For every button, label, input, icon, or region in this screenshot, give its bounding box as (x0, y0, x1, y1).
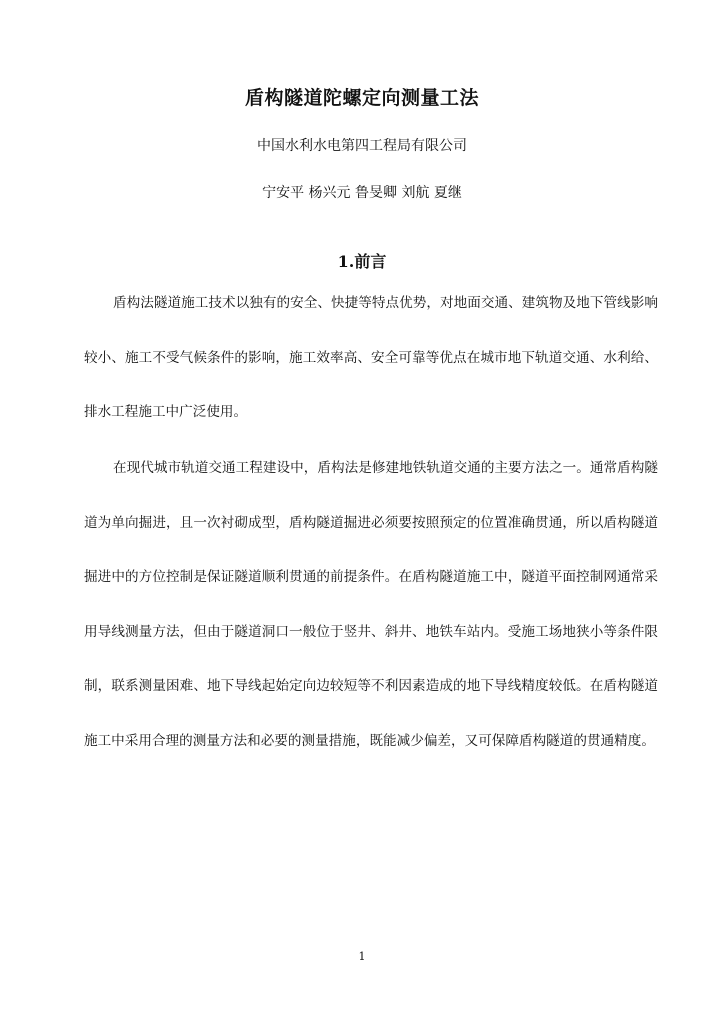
paragraph-method: 在现代城市轨道交通工程建设中，盾构法是修建地铁轨道交通的主要方法之一。通常盾构隧道为单向掘进，且一次衬砌成型，盾构隧道掘进必须要按照预定的位置准确贯通，所以盾构隧道掘进中的方位控制是保证隧道顺利贯通的前提条件。在盾构隧道施工中，隧道平面控制网通常采用导线测量方法，但由于隧道洞口一般位于竖井、斜井、地铁车站内。受施工场地狭小等条件限制，联系测量困难、地下导线起始定向边较短等不利因素造成的地下导线精度较低。在盾构隧道施工中采用合理的测量方法和必要的测量措施，既能减少偏差，又可保障盾构隧道的贯通精度。 (84, 460, 658, 749)
paragraph-intro: 盾构法隧道施工技术以独有的安全、快捷等特点优势，对地面交通、建筑物及地下管线影响较小、施工不受气候条件的影响，施工效率高、安全可靠等优点在城市地下轨道交通、水利给、排水工程施工中广泛使用。 (84, 295, 658, 420)
section-heading: 1.前言 (337, 252, 387, 271)
author-list: 宁安平 杨兴元 鲁旻卿 刘航 夏继 (262, 185, 462, 201)
page-number: 1 (358, 950, 366, 963)
document-title: 盾构隧道陀螺定向测量工法 (244, 87, 479, 109)
organization-name: 中国水利水电第四工程局有限公司 (257, 138, 467, 154)
